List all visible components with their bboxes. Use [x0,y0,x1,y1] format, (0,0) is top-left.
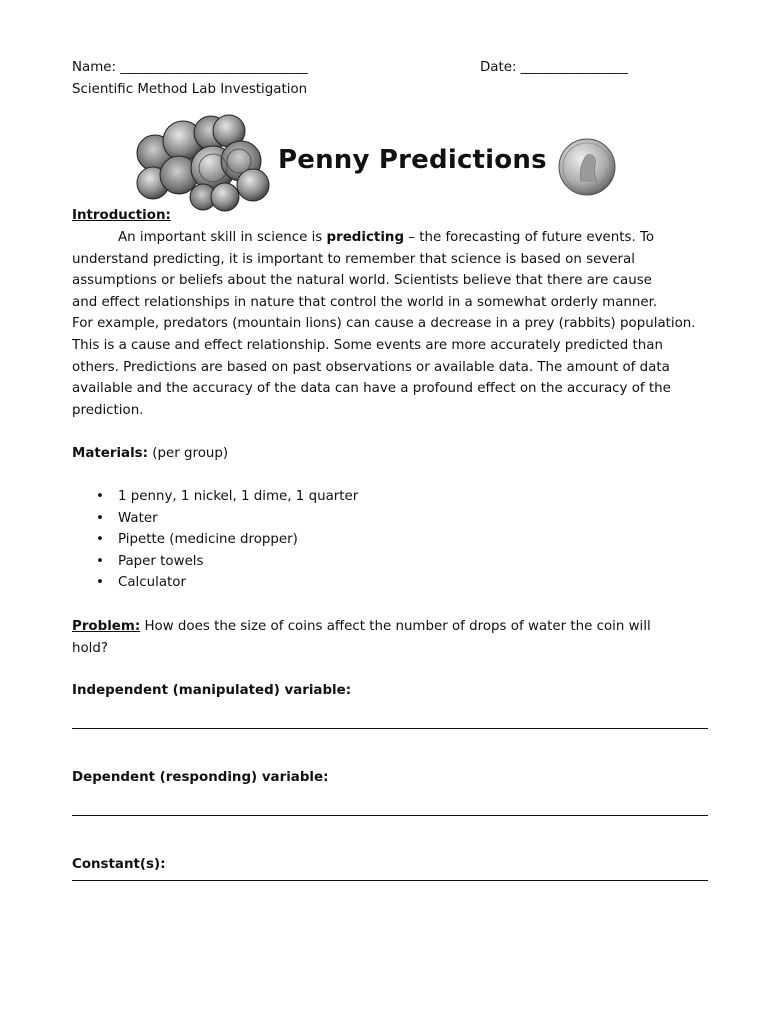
introduction-line [72,357,722,379]
problem-text-continued: hold? [72,641,109,656]
materials-list-item: • Paper towels [96,551,358,573]
introduction-text: assumptions or beliefs about the natural world. Scientists believe that there are cause [72,273,652,289]
date-line: Date: ________________ [480,60,628,75]
independent-variable-label: Independent (manipulated) variable: [72,683,352,698]
materials-line [72,443,228,465]
introduction-text: prediction. [72,402,144,418]
introduction-text: available and the accuracy of the data can have a profound effect on the accuracy of the [72,381,671,397]
independent-variable-answer-line[interactable] [72,728,708,729]
introduction-text: This is a cause and effect relationship. Some events are more accurately predicted than [72,337,663,353]
materials-list-item: • Water [96,508,358,530]
penny-image [557,137,617,197]
introduction-text: – the forecasting of future events. To [404,230,655,245]
introduction-text: For example, predators (mountain lions) can cause a decrease in a prey (rabbits) population. [72,316,696,332]
introduction-line [72,270,722,292]
introduction-line [72,313,722,335]
worksheet-subtitle: Scientific Method Lab Investigation [72,82,308,97]
introduction-line [72,378,722,400]
materials-list-item: • Calculator [96,572,358,594]
introduction-line [72,400,722,422]
constants-label: Constant(s): [72,857,166,872]
introduction-text: understand predicting, it is important to remember that science is based on several [72,251,635,267]
introduction-text: and effect relationships in nature that control the world in a somewhat orderly manner. [72,294,658,310]
materials-list-item: • 1 penny, 1 nickel, 1 dime, 1 quarter [96,486,358,508]
introduction-heading: Introduction: [72,208,171,223]
problem-label: Problem: [72,619,141,634]
materials-note: (per group) [148,446,229,461]
page-title: Penny Predictions [278,145,547,175]
dependent-variable-answer-line[interactable] [72,815,708,816]
name-line: Name: ____________________________ [72,60,308,75]
constants-answer-line[interactable] [72,880,708,881]
introduction-line [72,249,722,271]
materials-list-item: • Pipette (medicine dropper) [96,529,358,551]
problem-text: How does the size of coins affect the number of drops of water the coin will [140,619,651,634]
coin-pile-image [133,113,275,213]
introduction-line [72,335,722,357]
introduction-bold-term: predicting [326,230,405,245]
materials-label: Materials: [72,446,148,461]
dependent-variable-label: Dependent (responding) variable: [72,770,329,785]
introduction-line [72,227,722,249]
introduction-text: others. Predictions are based on past observations or available data. The amount of data [72,359,670,375]
problem-line [72,616,651,638]
introduction-text: An important skill in science is [118,230,327,245]
introduction-line [72,292,722,314]
introduction-paragraph [72,227,722,421]
materials-list [96,486,358,594]
